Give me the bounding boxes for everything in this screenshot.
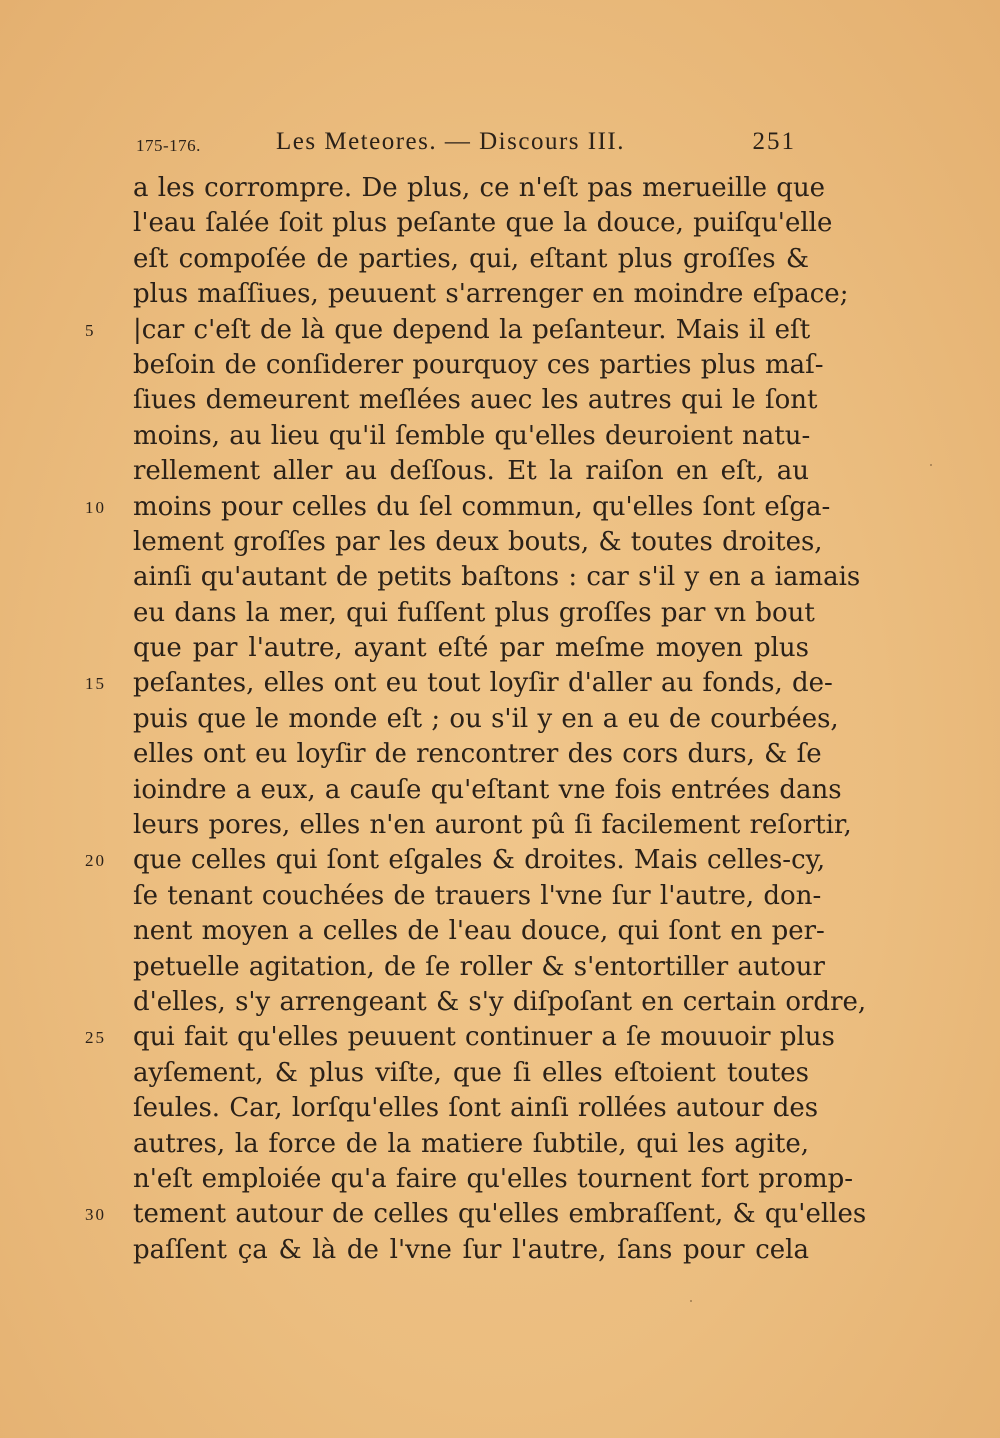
text-line: eſt compoſée de parties, qui, eſtant plus groſſes &: [133, 243, 809, 274]
line-number: 5: [85, 320, 96, 340]
text-line: autres, la force de la matiere ſubtile, qui les agite,: [133, 1128, 809, 1159]
text-line: leurs pores, elles n'en auront pû ſi facilement reſortir,: [133, 810, 852, 841]
text-line: moins, au lieu qu'il ſemble qu'elles deuroient natu-: [133, 420, 811, 451]
line-number: 10: [85, 497, 106, 517]
text-line: 20 que celles qui ſont eſgales & droites. Mais celles-cy,: [133, 843, 809, 878]
text-line: nent moyen a celles de l'eau douce, qui ſont en per-: [133, 916, 825, 947]
text-line: que par l'autre, ayant eſté par meſme moyen plus: [133, 633, 809, 664]
text-line: 25 qui fait qu'elles peuuent continuer a ſe mouuoir plus: [133, 1020, 809, 1055]
text-line: rellement aller au deſſous. Et la raiſon en eſt, au: [133, 456, 809, 487]
line-number: 30: [85, 1205, 106, 1225]
text-line: l'eau ſalée ſoit plus peſante que la douce, puiſqu'elle: [133, 208, 833, 239]
body-text: [85, 171, 867, 1268]
text-line: a les corrompre. De plus, ce n'eſt pas merueille que: [133, 173, 826, 203]
section-reference: 175-176.: [136, 136, 201, 155]
text-line: 30 tement autour de celles qu'elles embraſſent, & qu'elles: [133, 1197, 809, 1232]
text-line: ſe tenant couchées de trauers l'vne ſur l'autre, don-: [133, 880, 822, 911]
running-header: [130, 128, 800, 164]
text-line: paſſent ça & là de l'vne ſur l'autre, ſans pour cela: [133, 1234, 809, 1265]
page-number: 251: [752, 128, 796, 155]
text-line: 15 peſantes, elles ont eu tout loyſir d'aller au fonds, de-: [133, 666, 809, 701]
text-line: ioindre a eux, a cauſe qu'eſtant vne fois entrées dans: [133, 774, 842, 805]
text-line: ſeules. Car, lorſqu'elles ſont ainſi rollées autour des: [133, 1093, 819, 1124]
text-line: 10 moins pour celles du ſel commun, qu'elles ſont eſga-: [133, 490, 809, 525]
text-line: d'elles, s'y arrengeant & s'y diſpoſant en certain ordre,: [133, 986, 867, 1017]
text-line: n'eſt emploiée qu'a faire qu'elles tournent fort promp-: [133, 1163, 854, 1194]
text-line: puis que le monde eſt ; ou s'il y en a eu de courbées,: [133, 703, 839, 734]
text-line: petuelle agitation, de ſe roller & s'entortiller autour: [133, 951, 825, 982]
paper-speck: [930, 464, 932, 466]
running-title: Les Meteores. — Discours III.: [276, 128, 625, 155]
line-number: 25: [85, 1028, 106, 1048]
paper-speck: [690, 1300, 692, 1302]
text-line: ayſement, & plus viſte, que ſi elles eſtoient toutes: [133, 1057, 809, 1088]
text-line: lement groſſes par les deux bouts, & toutes droites,: [133, 526, 823, 557]
text-line: ſiues demeurent meſlées auec les autres qui le ſont: [133, 385, 818, 416]
text-line: plus maſſiues, peuuent s'arrenger en moindre eſpace;: [133, 279, 849, 310]
text-line: beſoin de conſiderer pourquoy ces parties plus maſ-: [133, 349, 824, 380]
text-line: ainſi qu'autant de petits baſtons : car s'il y en a iamais: [133, 562, 861, 593]
text-line: 5 |car c'eſt de là que depend la peſanteur. Mais il eſt: [133, 313, 809, 348]
text-line: eu dans la mer, qui fuſſent plus groſſes par vn bout: [133, 597, 815, 628]
text-line: elles ont eu loyſir de rencontrer des cors durs, & ſe: [133, 739, 822, 770]
line-number: 15: [85, 674, 106, 694]
line-number: 20: [85, 851, 106, 871]
